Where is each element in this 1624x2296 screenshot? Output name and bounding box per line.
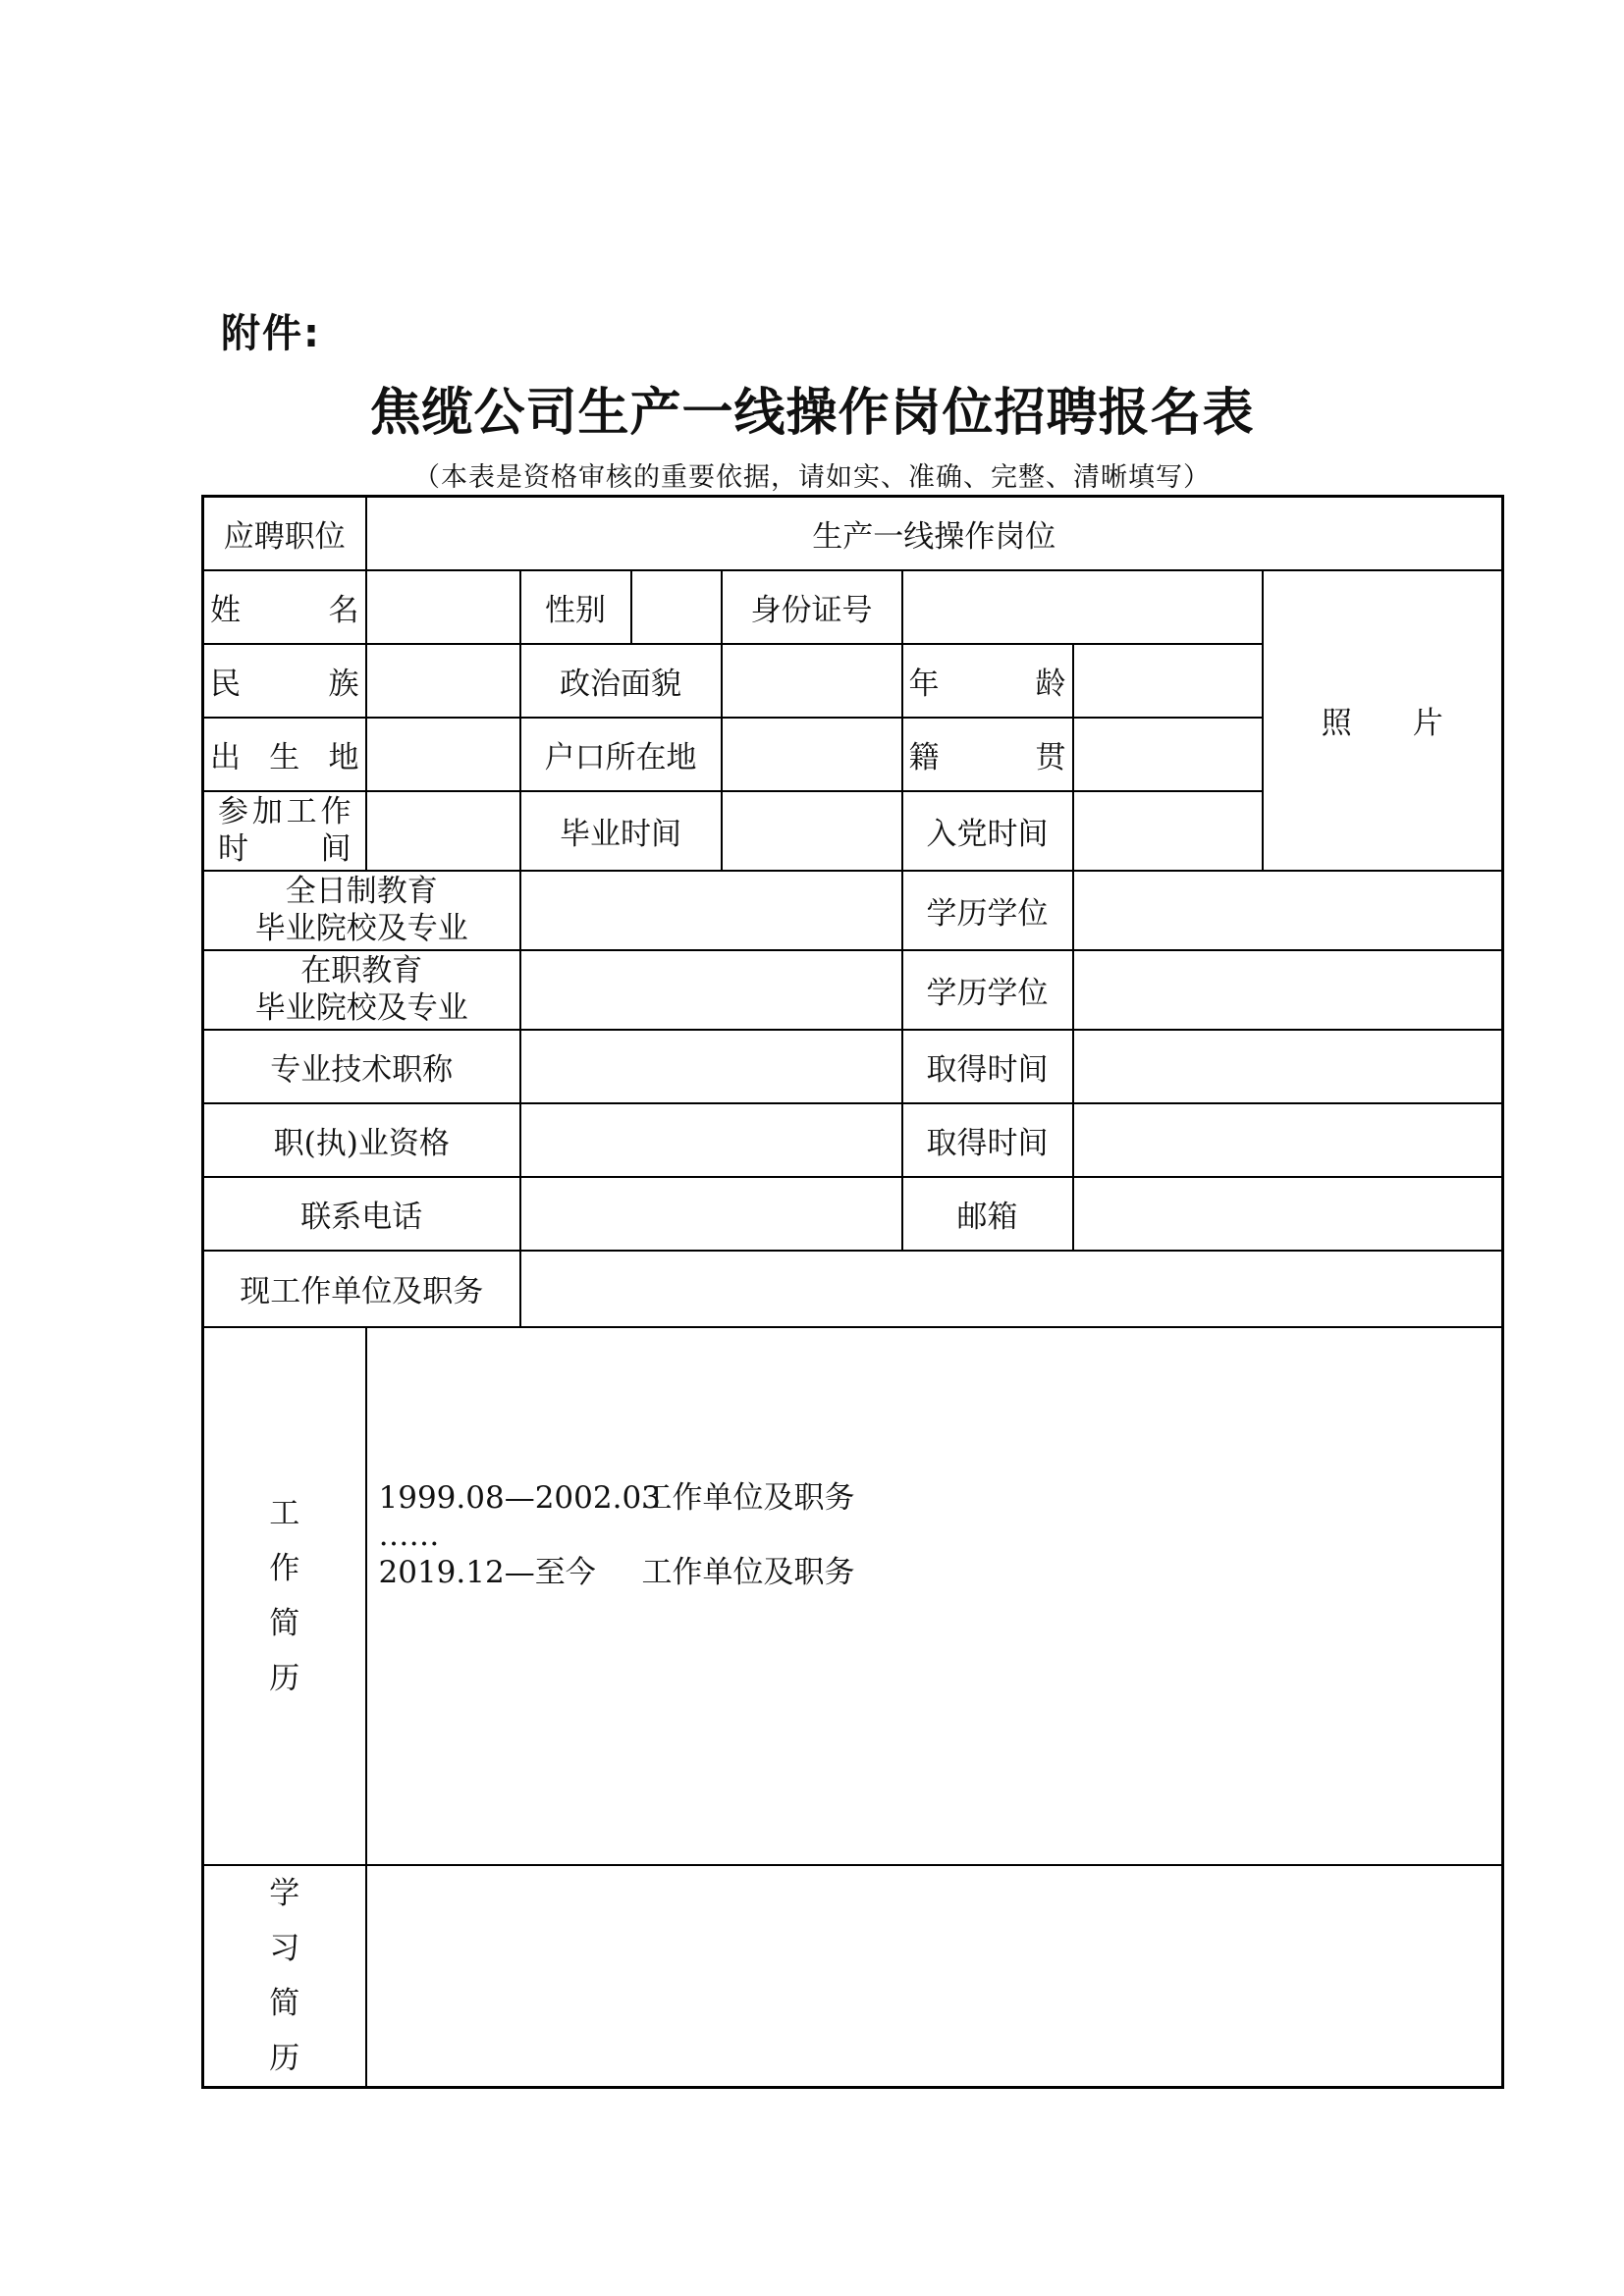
title-obtained-time-label: 取得时间 [902,1030,1073,1103]
row-contact [203,1177,1503,1251]
work-resume-field[interactable] [366,1327,1503,1865]
inservice-edu-label-line1: 在职教育 [300,953,423,988]
work-resume-period: 1999.08—2002.03 [378,1479,661,1516]
inservice-edu-field[interactable] [520,950,902,1030]
professional-title-label: 专业技术职称 [203,1030,520,1103]
inservice-edu-label [203,950,520,1030]
study-resume-field[interactable] [366,1865,1503,2088]
row-study-resume [203,1865,1503,2088]
work-resume-text: 工作单位及职务 [641,1479,855,1516]
current-job-field[interactable] [520,1251,1503,1327]
study-resume-label [203,1865,366,2088]
application-form-table [201,495,1504,2089]
qualification-time-label: 取得时间 [902,1103,1073,1177]
study-resume-label-line1: 学 习 [269,1875,322,1966]
fulltime-edu-field[interactable] [520,871,902,950]
professional-title-field[interactable] [520,1030,902,1103]
work-start-label-line1: 参加工作 [218,794,352,829]
study-resume-label-line2: 简 历 [269,1985,322,2076]
birthplace-label: 出 生 地 [203,718,366,791]
gender-field[interactable] [631,570,722,644]
work-resume-label [203,1327,366,1865]
row-qualification [203,1103,1503,1177]
row-name [203,570,1503,644]
phone-field[interactable] [520,1177,902,1251]
native-place-field[interactable] [1073,718,1263,791]
name-field[interactable] [366,570,520,644]
fulltime-edu-label-line1: 全日制教育 [285,874,438,909]
id-number-field[interactable] [902,570,1263,644]
hukou-field[interactable] [722,718,902,791]
form-subtitle: （本表是资格审核的重要依据，请如实、准确、完整、清晰填写） [413,462,1211,493]
fulltime-degree-field[interactable] [1073,871,1503,950]
name-label: 姓 名 [203,570,366,644]
inservice-edu-label-line2: 毕业院校及专业 [254,990,468,1026]
birthplace-field[interactable] [366,718,520,791]
email-label: 邮箱 [902,1177,1073,1251]
phone-label: 联系电话 [203,1177,520,1251]
row-position [203,497,1503,570]
fulltime-edu-label [203,871,520,950]
ethnicity-field[interactable] [366,644,520,718]
row-work-resume [203,1327,1503,1865]
party-join-field[interactable] [1073,791,1263,871]
work-start-label [203,791,366,871]
title-obtained-time-field[interactable] [1073,1030,1503,1103]
qualification-time-field[interactable] [1073,1103,1503,1177]
current-job-label: 现工作单位及职务 [203,1251,520,1327]
work-resume-line [379,1550,1490,1595]
native-place-label: 籍 贯 [902,718,1073,791]
work-resume-period: …… [378,1517,440,1553]
position-label: 应聘职位 [203,497,366,570]
inservice-degree-field[interactable] [1073,950,1503,1030]
qualification-field[interactable] [520,1103,902,1177]
row-professional-title [203,1030,1503,1103]
party-join-label: 入党时间 [902,791,1073,871]
qualification-label: 职(执)业资格 [203,1103,520,1177]
work-resume-line [379,1475,1490,1521]
hukou-label: 户口所在地 [520,718,722,791]
age-field[interactable] [1073,644,1263,718]
work-resume-label-line2: 简 历 [269,1605,322,1696]
political-status-field[interactable] [722,644,902,718]
fulltime-edu-label-line2: 毕业院校及专业 [254,911,468,946]
attachment-label: 附件: [221,311,321,356]
row-fulltime-edu [203,871,1503,950]
row-inservice-edu [203,950,1503,1030]
email-field[interactable] [1073,1177,1503,1251]
age-label: 年 龄 [902,644,1073,718]
id-number-label: 身份证号 [722,570,902,644]
inservice-degree-label: 学历学位 [902,950,1073,1030]
row-current-job [203,1251,1503,1327]
work-resume-label-line1: 工 作 [269,1495,322,1586]
work-start-field[interactable] [366,791,520,871]
work-start-label-line2: 时 间 [218,831,352,867]
form-title: 焦缆公司生产一线操作岗位招聘报名表 [369,384,1255,443]
graduation-time-field[interactable] [722,791,902,871]
gender-label: 性别 [520,570,631,644]
photo-box[interactable] [1263,570,1503,871]
work-resume-line [378,1517,1490,1553]
graduation-time-label: 毕业时间 [520,791,722,871]
work-resume-period: 2019.12—至今 [378,1554,596,1590]
fulltime-degree-label: 学历学位 [902,871,1073,950]
political-status-label: 政治面貌 [520,644,722,718]
work-resume-text: 工作单位及职务 [641,1554,855,1590]
photo-label: 照 片 [1321,706,1443,741]
position-value: 生产一线操作岗位 [366,497,1503,570]
ethnicity-label: 民 族 [203,644,366,718]
